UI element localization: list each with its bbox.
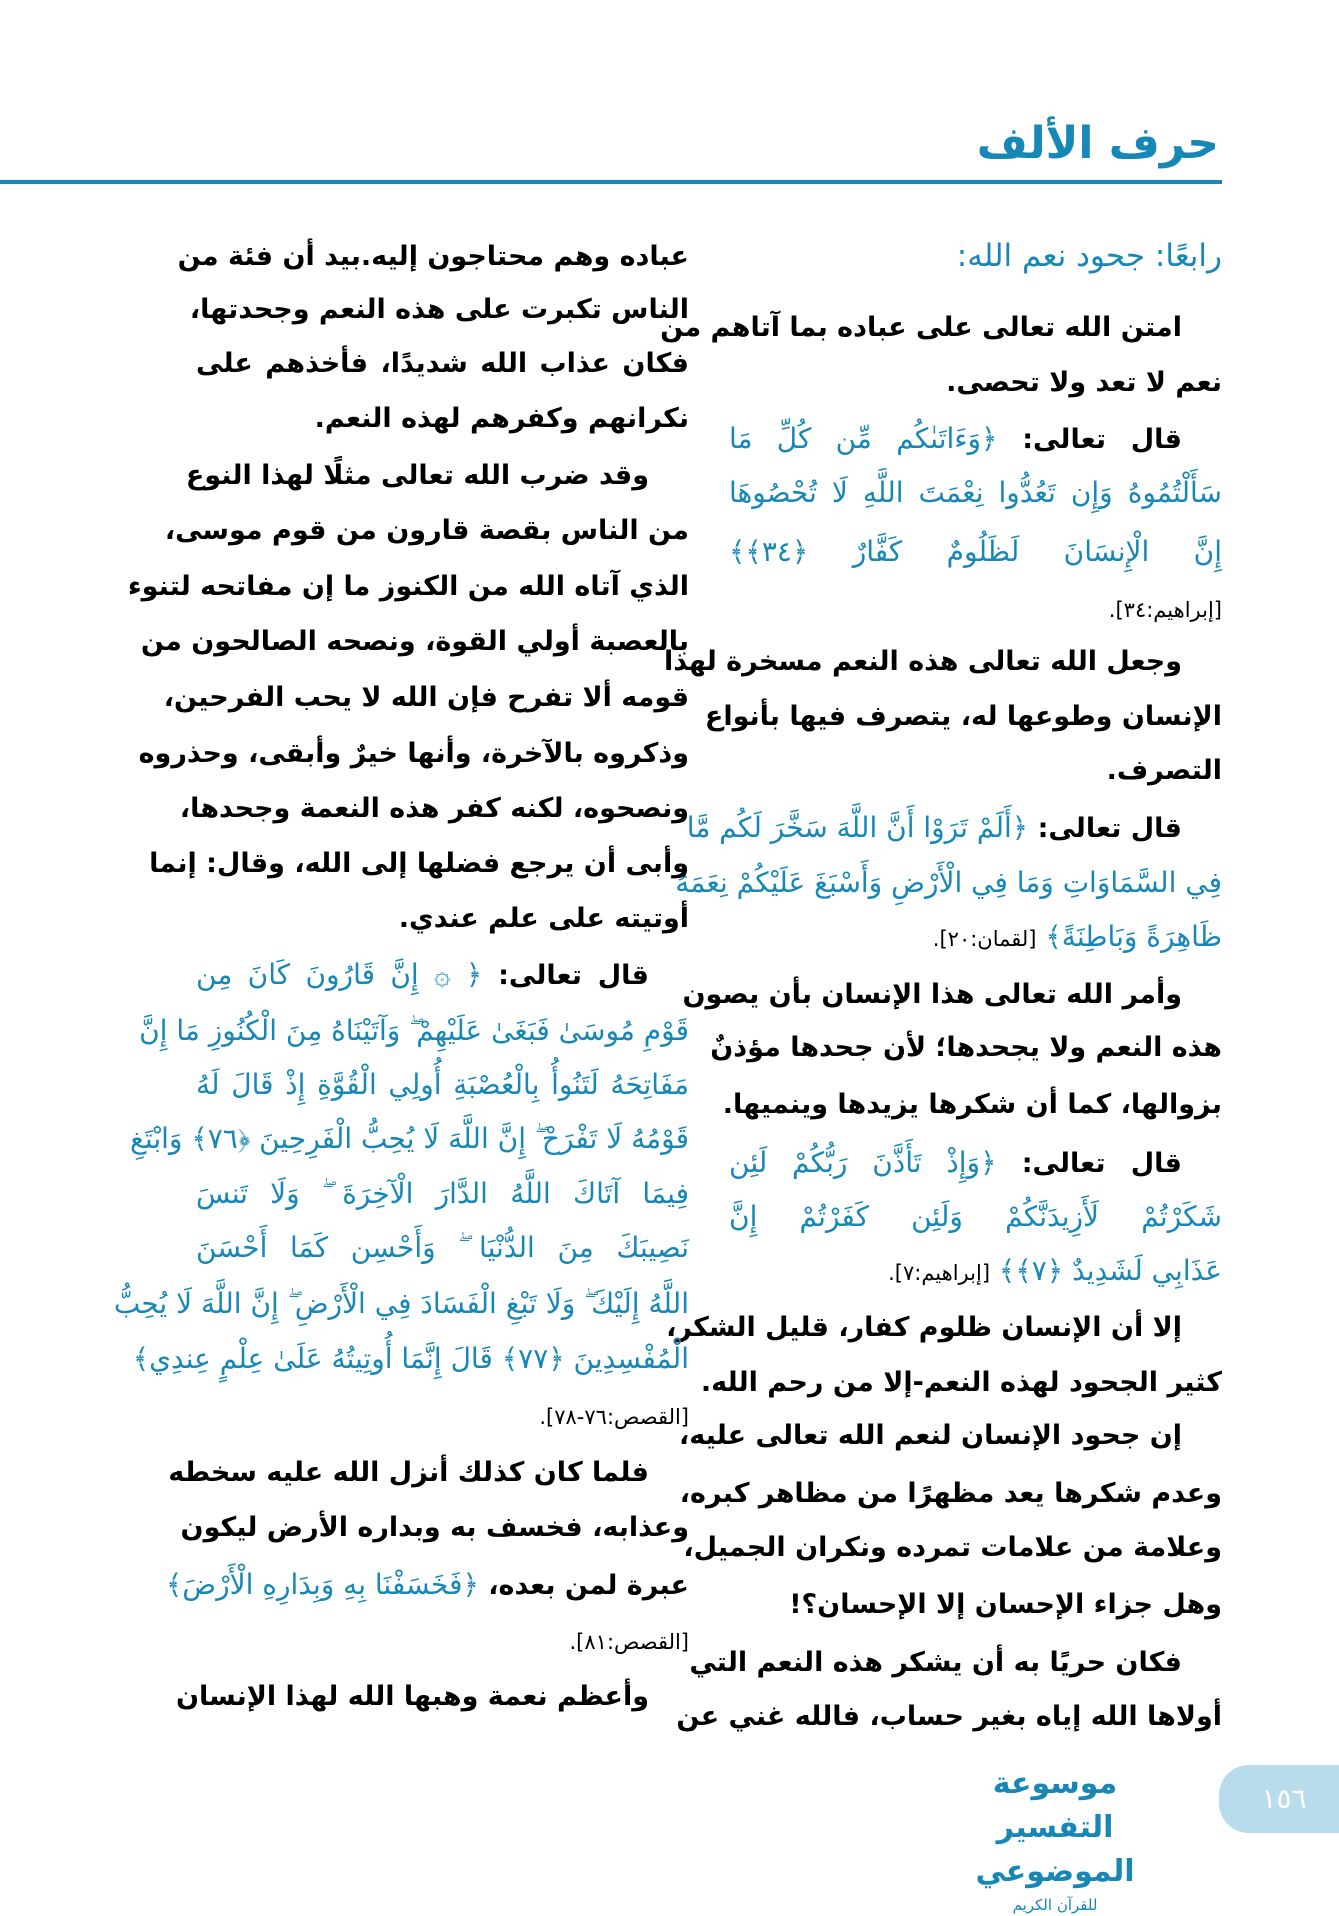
text-line [179,781,689,836]
text-line [185,448,689,503]
body-text: وعدم شكرها يعد مظهرًا من مظاهر كبره، [679,1478,1222,1509]
text-line [196,1388,689,1443]
body-text: إن جحود الإنسان لنعم الله تعالى عليه، [678,1420,1182,1451]
body-text: الإنسان وطوعها له، يتصرف فيها بأنواع [704,701,1222,732]
body-text: عباده وهم محتاجون إليه.بيد أن فئة من [177,241,689,272]
text-line [139,1003,689,1058]
quran-verse: ﴿ ۞ إِنَّ قَارُونَ كَانَ مِن [196,958,483,991]
text-line [678,1408,1222,1463]
logo-sub-text: للقرآن الكريم [1012,1896,1098,1914]
text-line [189,282,689,337]
body-text: نكرانهم وكفرهم لهذه النعم. [314,403,689,434]
body-text: وقد ضرب الله تعالى مثلًا لهذا النوع [185,460,649,491]
body-text: قال تعالى: [997,424,1182,455]
body-text: قومه ألا تفرح فإن الله لا يحب الفرحين، [163,682,689,713]
body-text: الناس تكبرت على هذه النعم وجحدتها، [189,294,689,325]
text-column-right [660,0,1222,1800]
quran-verse: ﴿فَخَسَفْنَا بِهِ وَبِدَارِهِ الْأَرْضَ﴾ [165,1568,479,1601]
body-text: كثير الجحود لهذه النعم-إلا من رحم الله. [700,1367,1222,1398]
body-text: وعذابه، فخسف به وبداره الأرض ليكون [180,1512,689,1543]
text-line [196,947,689,1002]
quran-verse: فِيمَا آتَاكَ اللَّهُ الدَّارَ الْآخِرَةَ ۖ وَلَا تَنسَ [196,1177,689,1210]
body-text: فكان عذاب الله شديدًا، فأخذهم على [196,348,689,379]
verse-reference: [إبراهيم:٧]. [888,1261,991,1285]
text-line [196,891,689,946]
body-text: فلما كان كذلك أنزل الله عليه سخطه [168,1457,649,1488]
text-line [138,726,689,781]
quran-verse: شَكَرْتُمْ لَأَزِيدَنَّكُمْ وَلَئِن كَفَرْتُمْ إِنَّ [729,1200,1222,1233]
quran-verse: الْمُفْسِدِينَ ﴿٧٧﴾ قَالَ إِنَّمَا أُوتِيتُهُ عَلَىٰ عِلْمٍ عِندِي﴾ [132,1342,689,1375]
text-line [127,559,689,614]
text-line [729,1135,1222,1190]
body-text: قال تعالى: [1028,813,1182,844]
quran-verse: ﴿أَلَمْ تَرَوْا أَنَّ اللَّهَ سَخَّرَ لَكُم مَّا [686,811,1029,844]
body-text: وأمر الله تعالى هذا الإنسان بأن يصون [682,979,1182,1010]
text-line [132,1331,689,1386]
text-line [729,1577,1222,1632]
text-line [666,1300,1222,1355]
text-line [679,1466,1222,1521]
body-text: أوتيته على علم عندي. [398,903,689,934]
body-text: وعلامة من علامات تمرده ونكران الجميل، [683,1532,1222,1563]
body-text: امتن الله تعالى على عباده بما آتاهم من [660,312,1182,343]
body-text: فكان حريًا به أن يشكر هذه النعم التي [689,1647,1182,1678]
quran-verse: سَأَلْتُمُوهُ وَإِن تَعُدُّوا نِعْمَتَ اللَّهِ لَا تُحْصُوهَا [729,476,1222,509]
text-line [177,229,689,284]
text-line [196,1220,689,1275]
section-heading: رابعًا: جحود نعم الله: [956,238,1222,274]
text-line [163,670,689,725]
text-line [722,1077,1222,1132]
body-text: هذه النعم ولا يجحدها؛ لأن جحدها مؤذنٌ [710,1032,1222,1063]
text-line [729,1243,1222,1298]
text-line [675,855,1222,910]
text-line [676,1689,1222,1744]
quran-verse: عَذَابِي لَشَدِيدٌ ﴿٧﴾﴾ [990,1254,1222,1287]
body-text: عبرة لمن بعده، [478,1570,689,1601]
text-line [729,581,1222,636]
text-line [700,1355,1222,1410]
text-line [683,1520,1222,1575]
body-text: وأبى أن يرجع فضلها إلى الله، وقال: إنما [149,848,689,879]
text-line [196,391,689,446]
verse-reference: [القصص:٧٦-٧٨]. [539,1405,689,1429]
quran-verse: قَوْمُهُ لَا تَفْرَحْ ۖ إِنَّ اللَّهَ لَا يُحِبُّ الْفَرِحِينَ ﴿٧٦﴾ وَابْتَغِ [129,1122,689,1155]
logo-main-text: موسوعة التفسير الموضوعي [975,1766,1135,1889]
body-text: قال تعالى: [482,960,649,991]
text-line [196,1613,689,1668]
text-line [686,800,1222,855]
body-text: الذي آتاه الله من الكنوز ما إن مفاتحه لتنوء [127,571,689,602]
quran-verse: نَصِيبَكَ مِنَ الدُّنْيَا ۖ وَأَحْسِن كَمَا أَحْسَنَ [196,1231,689,1264]
quran-verse: ﴿وَءَاتَىٰكُم مِّن كُلِّ مَا [729,422,998,455]
body-text: نعم لا تعد ولا تحصى. [946,367,1222,398]
text-line [660,300,1222,355]
verse-reference: [لقمان:٢٠]. [932,927,1037,951]
body-text: بزوالها، كما أن شكرها يزيدها وينميها. [722,1089,1222,1120]
text-line [180,1500,689,1555]
text-line [129,1111,689,1166]
text-line [682,967,1222,1022]
text-line [729,411,1222,466]
quran-verse: فِي السَّمَاوَاتِ وَمَا فِي الْأَرْضِ وَأَسْبَغَ عَلَيْكُمْ نِعَمَهُ [675,866,1222,899]
body-text: بالعصبة أولي القوة، ونصحه الصالحون من [140,626,689,657]
chapter-title: حرف الألف [976,118,1219,169]
quran-verse: إِنَّ الْإِنسَانَ لَظَلُومٌ كَفَّارٌ ﴿٣٤﴾﴾ [729,535,1222,568]
text-line [196,1166,689,1221]
quran-verse: مَفَاتِحَهُ لَتَنُوأُ بِالْعُصْبَةِ أُولِي الْقُوَّةِ إِذْ قَالَ لَهُ [196,1068,689,1101]
encyclopedia-logo [930,1762,1180,1914]
text-line [140,614,689,669]
body-text: وهل جزاء الإحسان إلا الإحسان؟! [789,1589,1222,1620]
body-text: من الناس بقصة قارون من قوم موسى، [164,515,689,546]
text-line [729,909,1222,964]
verse-reference: [القصص:٨١]. [569,1630,689,1654]
body-text: قال تعالى: [996,1148,1182,1179]
body-text: وأعظم نعمة وهبها الله لهذا الإنسان [175,1681,649,1712]
text-line [729,743,1222,798]
body-text: ونصحوه، لكنه كفر هذه النعمة وجحدها، [179,793,689,824]
quran-verse: ﴿وَإِذْ تَأَذَّنَ رَبُّكُمْ لَئِن [729,1146,997,1179]
text-line [663,634,1222,689]
text-line [729,229,1222,284]
text-line [113,1276,689,1331]
text-line [164,503,689,558]
text-line [704,689,1222,744]
text-line [165,1557,689,1612]
body-text: وجعل الله تعالى هذه النعم مسخرة لهذا [663,646,1182,677]
text-line [689,1635,1222,1690]
text-line [729,524,1222,579]
text-line [196,336,689,391]
body-text: إلا أن الإنسان ظلوم كفار، قليل الشكر، [666,1312,1182,1343]
text-line [729,355,1222,410]
quran-verse: قَوْمِ مُوسَىٰ فَبَغَىٰ عَلَيْهِمْ ۖ وَآتَيْنَاهُ مِنَ الْكُنُوزِ مَا إِنَّ [139,1014,689,1047]
body-text: أولاها الله إياه بغير حساب، فالله غني عن [676,1701,1222,1732]
verse-reference: [إبراهيم:٣٤]. [1108,598,1222,622]
body-text: وذكروه بالآخرة، وأنها خيرٌ وأبقى، وحذروه [138,738,689,769]
text-line [168,1445,689,1500]
text-column-left [113,0,689,1800]
text-line [729,1189,1222,1244]
text-line [196,1057,689,1112]
text-line [175,1669,689,1724]
text-line [149,836,689,891]
quran-verse: ظَاهِرَةً وَبَاطِنَةً﴾ [1036,920,1222,953]
text-line [729,465,1222,520]
body-text: التصرف. [1106,755,1222,786]
quran-verse: اللَّهُ إِلَيْكَ ۖ وَلَا تَبْغِ الْفَسَادَ فِي الْأَرْضِ ۖ إِنَّ اللَّهَ لَا يُحِبُّ [113,1287,689,1320]
text-line [710,1020,1222,1075]
page-number: ١٥٦ [1219,1765,1339,1833]
